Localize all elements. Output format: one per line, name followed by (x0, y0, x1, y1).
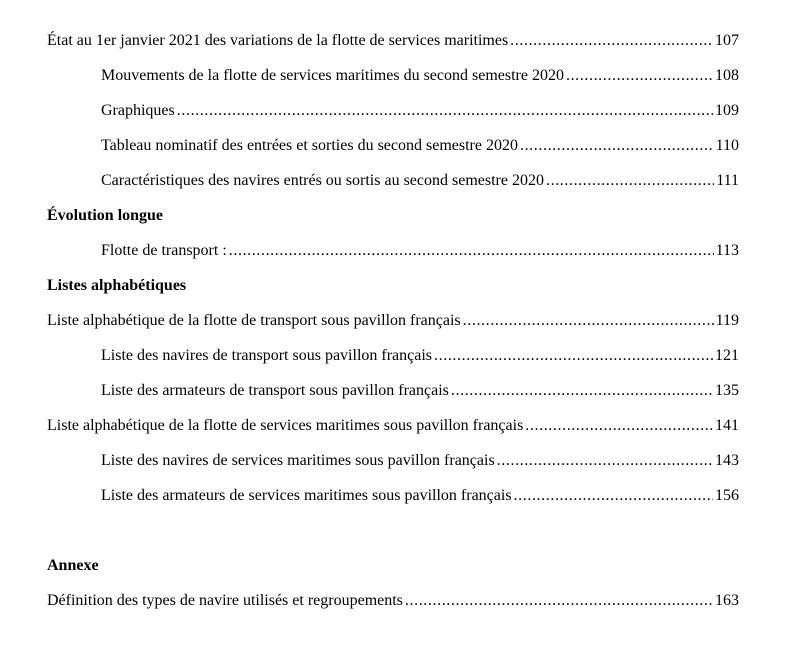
dot-leader (514, 485, 713, 507)
toc-entry-tableau-nominatif[interactable] (101, 135, 739, 157)
toc-entry-page: 113 (715, 242, 739, 259)
toc-entry-etat-flotte[interactable] (47, 30, 739, 52)
toc-entry-page: 121 (715, 347, 739, 364)
toc-entry-navires-transport[interactable] (101, 345, 739, 367)
dot-leader (497, 450, 713, 472)
dot-leader (520, 135, 714, 157)
dot-leader (177, 100, 713, 122)
toc-entry-page: 141 (715, 417, 739, 434)
toc-entry-label: Liste alphabétique de la flotte de services maritimes sous pavillon français (47, 417, 524, 434)
toc-entry-liste-flotte-transport[interactable] (47, 310, 739, 332)
toc-entry-page: 109 (715, 102, 739, 119)
toc-entry-page: 156 (715, 487, 739, 504)
toc-entry-flotte-transport[interactable] (101, 240, 739, 262)
toc-entry-page: 163 (715, 592, 739, 609)
toc-heading-listes: Listes alphabétiques (47, 277, 187, 294)
toc-entry-label: Liste des armateurs de transport sous pavillon français (101, 382, 449, 399)
dot-leader (451, 380, 713, 402)
toc-entry-page: 119 (715, 312, 739, 329)
toc-entry-label: Liste des navires de services maritimes sous pavillon français (101, 452, 495, 469)
toc-entry-label: État au 1er janvier 2021 des variations de la flotte de services maritimes (47, 32, 509, 49)
dot-leader (434, 345, 713, 367)
toc-entry-liste-flotte-services[interactable] (47, 415, 739, 437)
toc-entry-label: Liste alphabétique de la flotte de transport sous pavillon français (47, 312, 461, 329)
toc-heading-evolution: Évolution longue (47, 207, 164, 224)
toc-entry-label: Graphiques (101, 102, 175, 119)
dot-leader (546, 170, 714, 192)
toc-entry-navires-services[interactable] (101, 450, 739, 472)
toc-entry-caracteristiques[interactable] (101, 170, 739, 192)
dot-leader (525, 415, 713, 437)
toc-entry-page: 110 (715, 137, 739, 154)
toc-entry-label: Caractéristiques des navires entrés ou sortis au second semestre 2020 (101, 172, 544, 189)
toc-entry-mouvements[interactable] (101, 65, 739, 87)
dot-leader (510, 30, 713, 52)
toc-entry-page: 108 (715, 67, 739, 84)
toc-entry-label: Tableau nominatif des entrées et sorties du second semestre 2020 (101, 137, 518, 154)
toc-entry-armateurs-transport[interactable] (101, 380, 739, 402)
toc-entry-page: 107 (715, 32, 739, 49)
toc-entry-armateurs-services[interactable] (101, 485, 739, 507)
dot-leader (229, 240, 714, 262)
toc-entry-definition-types[interactable] (47, 590, 739, 612)
toc-entry-page: 143 (715, 452, 739, 469)
toc-entry-graphiques[interactable] (101, 100, 739, 122)
dot-leader (405, 590, 713, 612)
toc-entry-page: 111 (716, 172, 739, 189)
toc-entry-label: Définition des types de navire utilisés et regroupements (47, 592, 403, 609)
toc-entry-label: Liste des armateurs de services maritimes sous pavillon français (101, 487, 512, 504)
toc-heading-annexe: Annexe (47, 557, 99, 574)
toc-entry-label: Flotte de transport : (101, 242, 227, 259)
dot-leader (463, 310, 714, 332)
toc-entry-label: Mouvements de la flotte de services maritimes du second semestre 2020 (101, 67, 564, 84)
dot-leader (566, 65, 713, 87)
toc-entry-label: Liste des navires de transport sous pavillon français (101, 347, 433, 364)
toc-entry-page: 135 (715, 382, 739, 399)
